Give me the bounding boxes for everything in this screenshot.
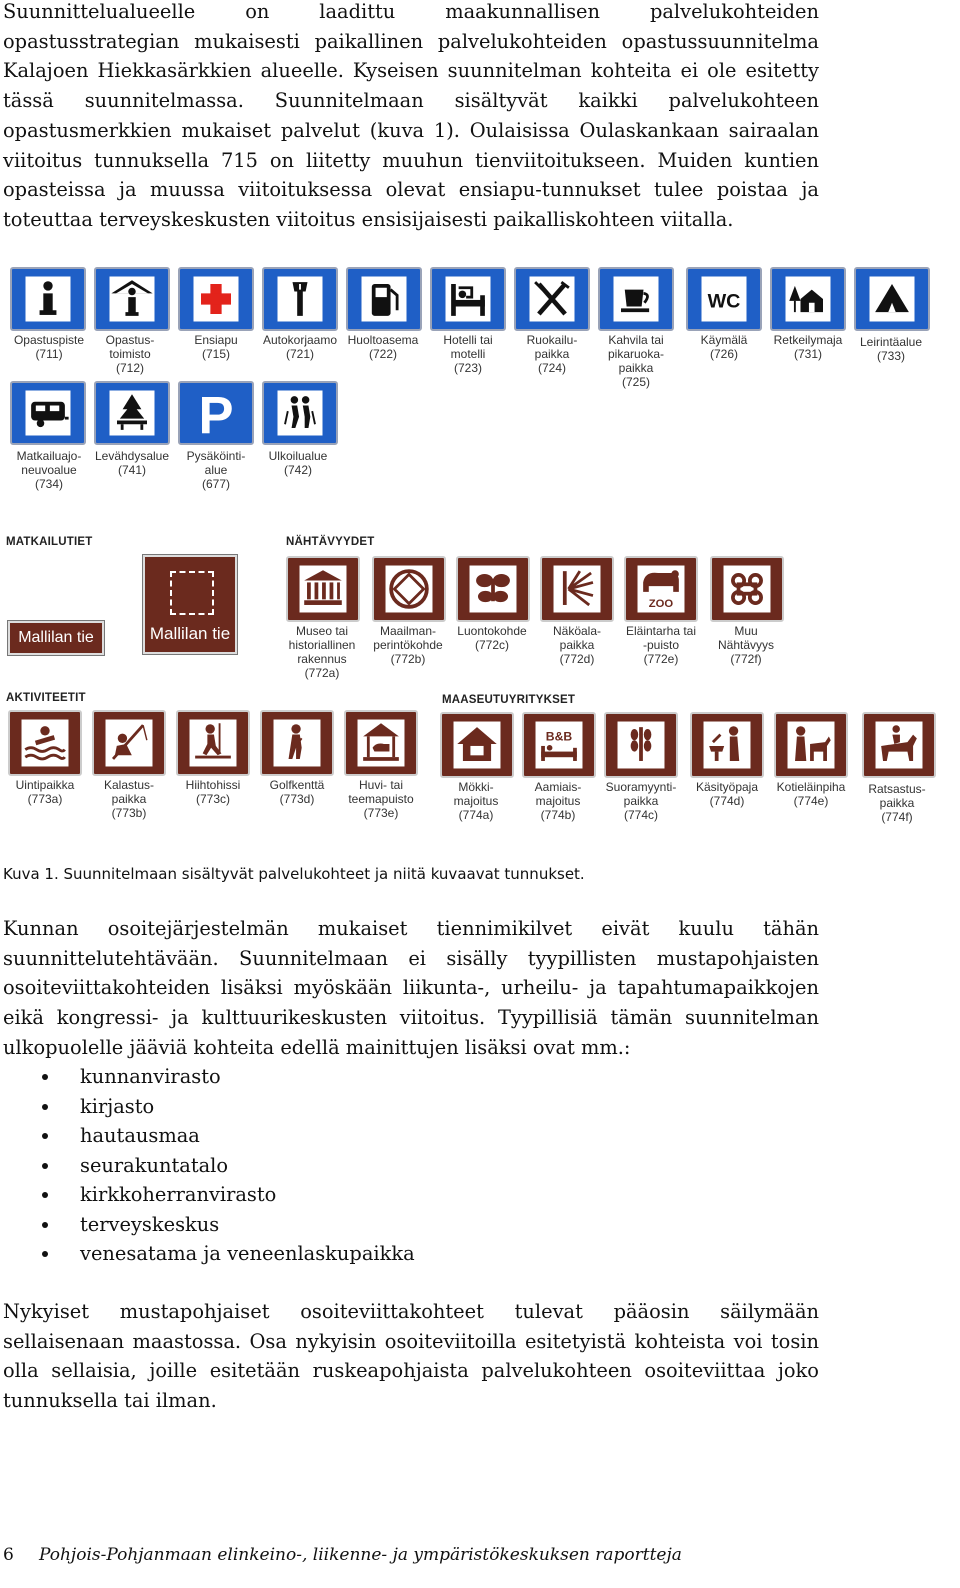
page-footer — [3, 1545, 682, 1565]
bullet-icon — [42, 1074, 48, 1080]
sign-label: Opastuspiste (711) — [13, 333, 85, 361]
sign-label: Eläintarha tai -puisto (772e) — [625, 624, 697, 666]
fishing-icon — [92, 710, 166, 776]
bed-breakfast-icon — [522, 712, 596, 778]
hostel-icon — [770, 267, 846, 331]
sign-label: Mökki- majoitus (774a) — [453, 780, 499, 822]
info-icon — [10, 267, 86, 331]
sign-label: Leirintäalue (733) — [859, 335, 923, 363]
sign-label: Kalastus- paikka (773b) — [103, 778, 155, 820]
bullet-icon — [42, 1104, 48, 1110]
route-symbol-placeholder — [170, 571, 214, 615]
sign-label: Ratsastus- paikka (774f) — [868, 782, 926, 824]
excluded-sites-list — [0, 1062, 415, 1269]
nature-icon — [456, 556, 530, 622]
bullet-icon — [42, 1163, 48, 1169]
section-heading-tourist-routes: MATKAILUTIET — [6, 536, 93, 548]
svg-text:B&B: B&B — [545, 729, 573, 744]
sign-label: Käymälä (726) — [700, 333, 748, 361]
sign-label: Hotelli tai motelli (723) — [443, 333, 493, 375]
parking-icon — [178, 381, 254, 445]
sign-label: Uintipaikka (773a) — [15, 778, 75, 806]
route-sign-large — [143, 555, 237, 654]
fuel-icon — [346, 267, 422, 331]
crafts-icon — [690, 712, 764, 778]
closing-paragraph: Nykyiset mustapohjaiset osoiteviittakohteet tulevat pääosin säilymään sellaisenaan maastossa. Osa nykyisin osoiteviitoilla esitetyistä kohteista voi tosin olla sellaisia, joille esitetään ruskeapohjaista palvelukohteen osoiteviittaa joko tunnuksella tai ilman. — [3, 1300, 819, 1413]
sign-label: Näköala- paikka (772d) — [552, 624, 602, 666]
outdoor-icon — [262, 381, 338, 445]
cottage-icon — [440, 712, 514, 778]
museum-icon — [286, 556, 360, 622]
cafe-icon — [598, 267, 674, 331]
sign-label: Opastus- toimisto (712) — [105, 333, 155, 375]
bullet-icon — [42, 1192, 48, 1198]
viewpoint-icon — [540, 556, 614, 622]
world-heritage-icon — [372, 556, 446, 622]
sign-label: Levähdysalue (741) — [94, 449, 170, 477]
petting-farm-icon — [774, 712, 848, 778]
sign-label: Ruokailu- paikka (724) — [526, 333, 578, 375]
sign-label: Ulkoilualue (742) — [268, 449, 328, 477]
info-office-icon — [94, 267, 170, 331]
wc-icon — [686, 267, 762, 331]
camping-icon — [854, 267, 930, 331]
sign-label: Hiihtohissi (773c) — [185, 778, 241, 806]
skiing-icon — [176, 710, 250, 776]
route-sign-small: Mallilan tie — [8, 621, 104, 655]
sign-label: Kahvila tai pikaruoka- paikka (725) — [607, 333, 665, 389]
report-series-title: Pohjois-Pohjanmaan elinkeino-, liikenne- ja ympäristökeskuksen raportteja — [39, 1545, 682, 1565]
bullet-icon — [42, 1251, 48, 1257]
bullet-icon — [42, 1222, 48, 1228]
rest-area-icon — [94, 381, 170, 445]
caravan-icon — [10, 381, 86, 445]
sign-label: Matkailuajo- neuvoalue (734) — [16, 449, 82, 491]
list-item: kirkkoherranvirasto — [0, 1180, 415, 1210]
first-aid-icon — [178, 267, 254, 331]
sign-label: Museo tai historiallinen rakennus (772a) — [288, 624, 356, 680]
swimming-icon — [8, 710, 82, 776]
sign-label: Golfkenttä (773d) — [269, 778, 325, 806]
farm-shop-icon — [604, 712, 678, 778]
svg-text:ZOO: ZOO — [648, 597, 674, 610]
sign-label: Huoltoasema (722) — [347, 333, 419, 361]
section-heading-activities: AKTIVITEETIT — [6, 692, 86, 704]
section-heading-rural: MAASEUTUYRITYKSET — [442, 694, 576, 706]
sign-label: Käsityöpaja (774d) — [695, 780, 759, 808]
list-item: kunnanvirasto — [0, 1062, 415, 1092]
route-sign-large-text: Mallilan tie — [149, 624, 231, 643]
sign-label: Ensiapu (715) — [194, 333, 238, 361]
list-item: seurakuntatalo — [0, 1151, 415, 1181]
bullet-icon — [42, 1133, 48, 1139]
sign-label: Huvi- tai teemapuisto (773e) — [348, 778, 414, 820]
amusement-icon — [344, 710, 418, 776]
sign-label: Muu Nähtävyys (772f) — [717, 624, 775, 666]
sign-label: Suoramyynti- paikka (774c) — [605, 780, 677, 822]
other-sight-icon — [710, 556, 784, 622]
scope-paragraph: Kunnan osoitejärjestelmän mukaiset tiennimikilvet eivät kuulu tähän suunnittelutehtävään. Suunnitelmaan ei sisälly tyypillisten mustapohjaisten osoiteviittakohteiden lisäksi myöskään liikunta-, urheilu- ja tapahtumapaikkojen eikä kongressi- ja kulttuurikeskusten viitoitus. Tyypillisiä tämän suunnitelman ulkopuolelle jääviä kohteita edellä mainittujen lisäksi ovat mm.: — [3, 917, 819, 1059]
svg-text:WC: WC — [707, 290, 741, 313]
list-item: terveyskeskus — [0, 1210, 415, 1240]
sign-label: Kotieläinpiha (774e) — [776, 780, 846, 808]
intro-paragraph: Suunnittelualueelle on laadittu maakunnallisen palvelukohteiden opastusstrategian mukaisesti paikallinen palvelukohteiden opastussuunnitelma Kalajoen Hiekkasärkkien alueelle. Kyseisen suunnitelman kohteita ei ole esitetty tässä suunnitelmassa. Suunnitelmaan sisältyvät kaikki palvelukohteen opastusmerkkien mukaiset palvelut (kuva 1). Oulaisissa Oulaskankaan sairaalan viitoitus tunnuksella 715 on liitetty muuhun tienviitoitukseen. Muiden kuntien opasteissa ja muussa viitoituksessa olevat ensiapu-tunnukset tulee poistaa ja toteuttaa terveyskeskusten viitoitus ensisijaisesti paikalliskohteen viitalla. — [3, 0, 819, 231]
zoo-icon — [624, 556, 698, 622]
sign-label: Autokorjaamo (721) — [262, 333, 338, 361]
sign-label: Aamiais- majoitus (774b) — [534, 780, 582, 822]
restaurant-icon — [514, 267, 590, 331]
hotel-icon — [430, 267, 506, 331]
list-item: hautausmaa — [0, 1121, 415, 1151]
car-repair-icon — [262, 267, 338, 331]
page-number: 6 — [3, 1545, 14, 1565]
figure-caption: Kuva 1. Suunnitelmaan sisältyvät palvelukohteet ja niitä kuvaavat tunnukset. — [3, 865, 585, 883]
sign-label: Pysäköinti- alue (677) — [186, 449, 246, 491]
sign-label: Retkeilymaja (731) — [773, 333, 843, 361]
section-heading-sights: NÄHTÄVYYDET — [286, 536, 375, 548]
list-item: kirjasto — [0, 1092, 415, 1122]
sign-label: Luontokohde (772c) — [457, 624, 527, 652]
golf-icon — [260, 710, 334, 776]
list-item: venesatama ja veneenlaskupaikka — [0, 1239, 415, 1269]
horse-riding-icon — [862, 712, 936, 778]
svg-text:P: P — [198, 386, 234, 443]
sign-label: Maailman- perintökohde (772b) — [373, 624, 443, 666]
